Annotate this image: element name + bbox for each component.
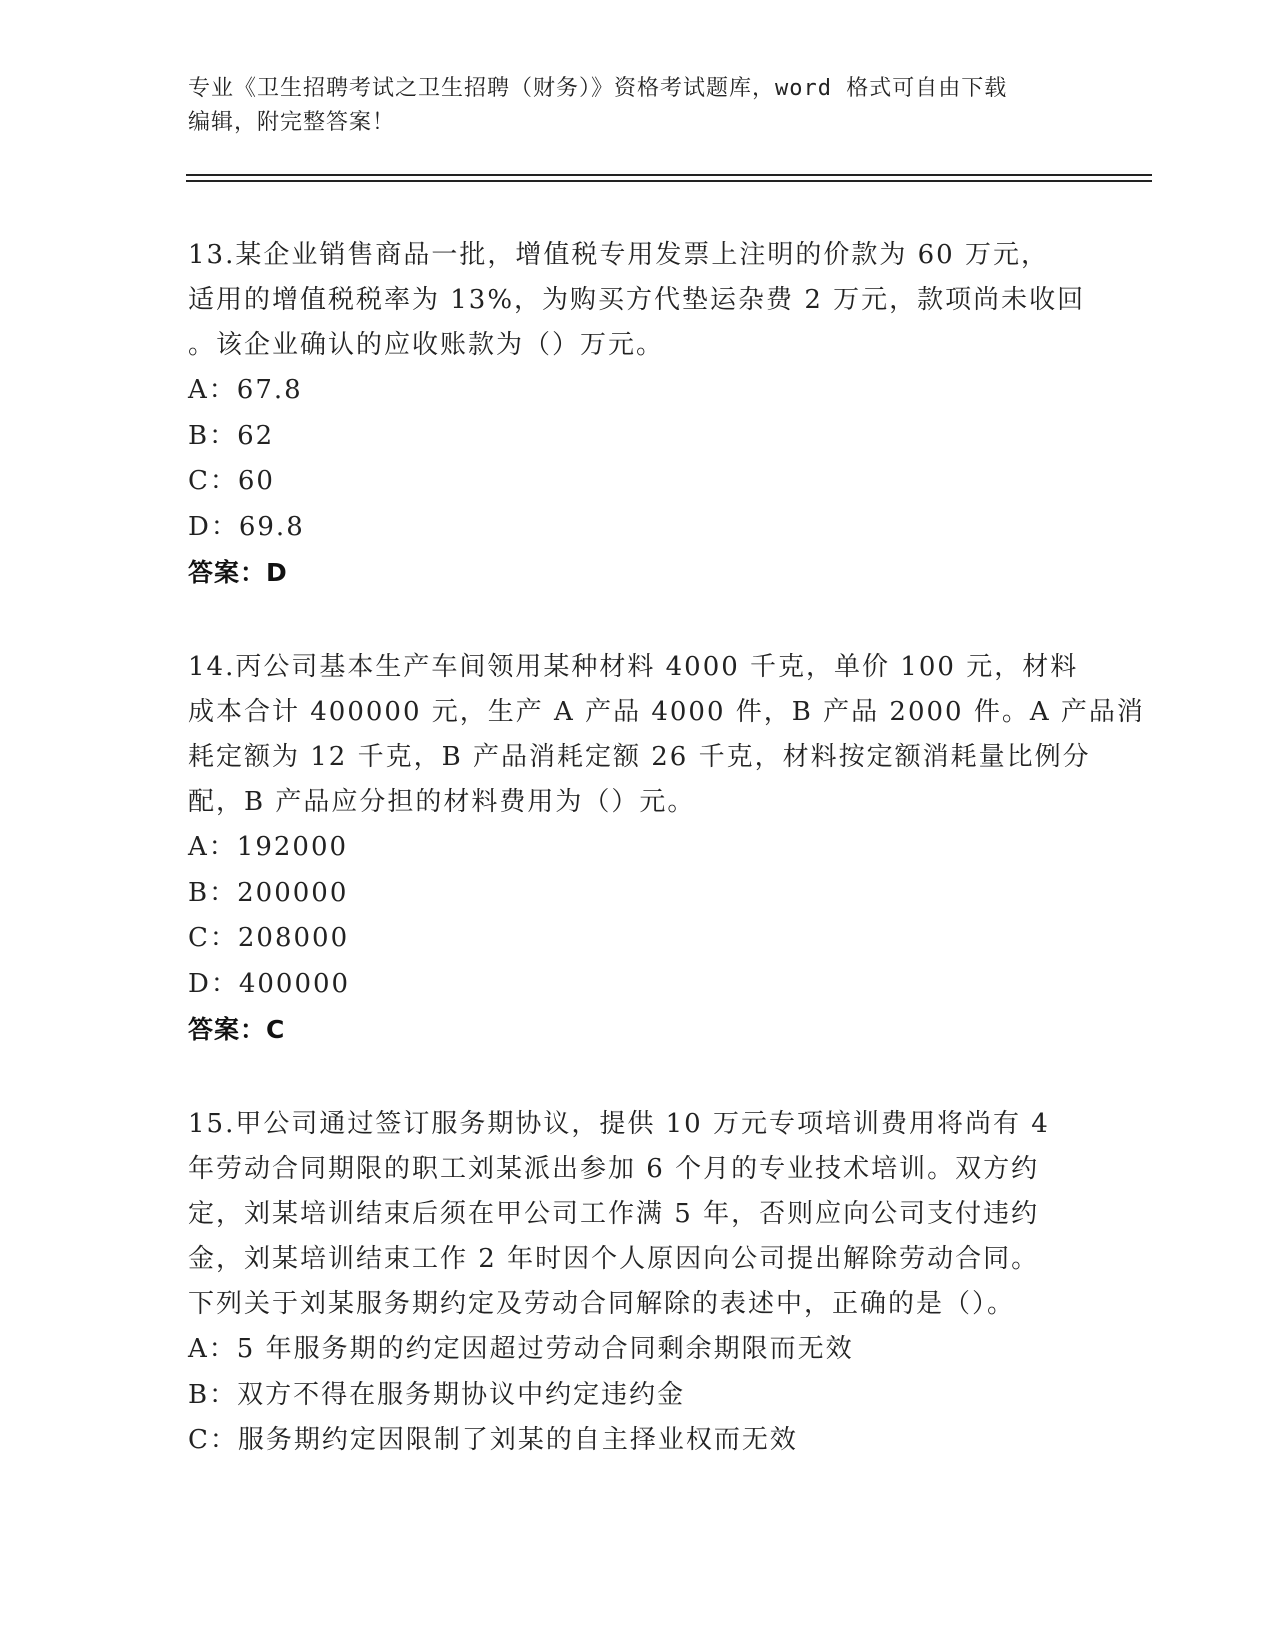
header-divider-top <box>186 174 1152 176</box>
question-14-answer: 答案：C <box>188 1015 286 1044</box>
header-line-1: 专业《卫生招聘考试之卫生招聘（财务）》资格考试题库，word 格式可自由下载 <box>188 76 1008 101</box>
question-15-stem-line-2: 年劳动合同期限的职工刘某派出参加 6 个月的专业技术培训。双方约 <box>188 1154 1040 1184</box>
question-15-option-c: C：服务期约定因限制了刘某的自主择业权而无效 <box>188 1425 798 1455</box>
question-14-stem-line-1: 14.丙公司基本生产车间领用某种材料 4000 千克，单价 100 元，材料 <box>188 652 1079 682</box>
question-13-stem-line-3: 。该企业确认的应收账款为（）万元。 <box>188 330 665 360</box>
question-14-option-c: C：208000 <box>188 923 350 953</box>
question-13-answer: 答案：D <box>188 558 288 587</box>
question-15-stem-line-3: 定，刘某培训结束后须在甲公司工作满 5 年，否则应向公司支付违约 <box>188 1199 1040 1229</box>
question-13-option-d: D：69.8 <box>188 511 305 542</box>
question-14-stem-line-2: 成本合计 400000 元，生产 A 产品 4000 件，B 产品 2000 件。A 产品消 <box>188 697 1145 727</box>
question-14 <box>188 645 1145 1052</box>
question-13-option-a: A：67.8 <box>188 375 303 405</box>
question-13-option-c: C：60 <box>188 466 275 496</box>
question-15-stem-line-5: 下列关于刘某服务期约定及劳动合同解除的表述中，正确的是（）。 <box>188 1289 1016 1319</box>
question-13-option-b: B：62 <box>188 420 275 451</box>
question-14-option-b: B：200000 <box>188 877 349 908</box>
question-15-option-b: B：双方不得在服务期协议中约定违约金 <box>188 1379 686 1410</box>
question-14-stem-line-4: 配，B 产品应分担的材料费用为（）元。 <box>188 787 696 817</box>
question-14-option-a: A：192000 <box>188 832 349 862</box>
question-14-stem-line-3: 耗定额为 12 千克，B 产品消耗定额 26 千克，材料按定额消耗量比例分 <box>188 742 1091 772</box>
question-14-option-d: D：400000 <box>188 968 351 999</box>
question-15-option-a: A：5 年服务期的约定因超过劳动合同剩余期限而无效 <box>188 1334 854 1364</box>
document-header <box>188 72 1088 140</box>
header-divider-bottom <box>186 180 1152 182</box>
question-13-stem-line-1: 13.某企业销售商品一批，增值税专用发票上注明的价款为 60 万元， <box>188 240 1049 270</box>
question-15 <box>188 1102 1088 1464</box>
question-13 <box>188 233 1088 595</box>
question-15-stem-line-1: 15.甲公司通过签订服务期协议，提供 10 万元专项培训费用将尚有 4 <box>188 1109 1050 1139</box>
header-line-2: 编辑，附完整答案！ <box>188 110 396 135</box>
question-15-stem-line-4: 金，刘某培训结束工作 2 年时因个人原因向公司提出解除劳动合同。 <box>188 1244 1040 1274</box>
question-13-stem-line-2: 适用的增值税税率为 13%，为购买方代垫运杂费 2 万元，款项尚未收回 <box>188 285 1086 315</box>
